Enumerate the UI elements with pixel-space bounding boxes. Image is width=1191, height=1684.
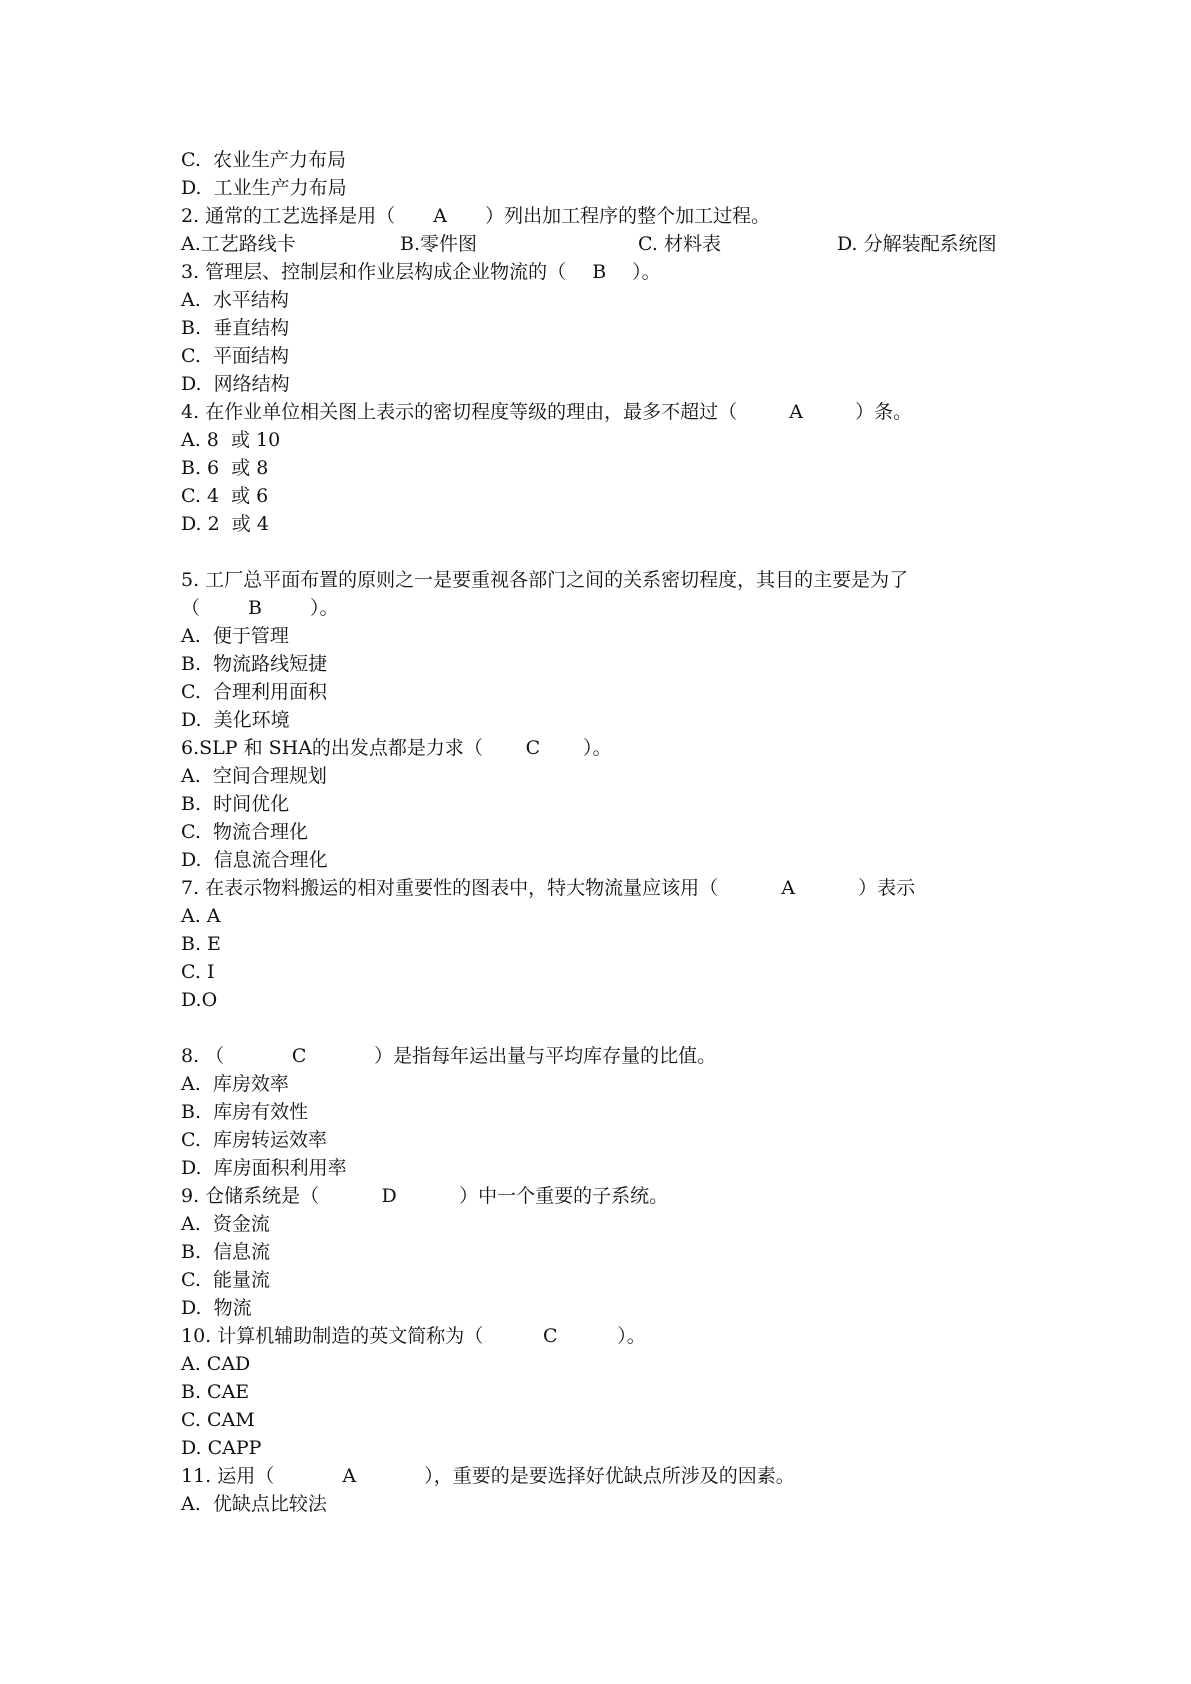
q7-option-d: D.O: [181, 989, 218, 1011]
q2-options-row: [181, 230, 1061, 258]
q9-option-d: D. 物流: [181, 1297, 252, 1319]
q9-stem: [181, 1182, 1061, 1210]
q4-prefix: 4. 在作业单位相关图上表示的密切程度等级的理由，最多不超过（: [181, 401, 738, 423]
q10-prefix: 10. 计算机辅助制造的英文简称为（: [181, 1325, 484, 1347]
spacer: [181, 1014, 1061, 1042]
q2-option-d: D. 分解装配系统图: [837, 233, 997, 255]
q8-option-b: B. 库房有效性: [181, 1101, 309, 1123]
q4-option-c: C. 4 或 6: [181, 485, 269, 507]
q3-prefix: 3. 管理层、控制层和作业层构成企业物流的（: [181, 261, 567, 283]
q3-stem: [181, 258, 1061, 286]
q11-answer: A: [342, 1465, 357, 1487]
q7-stem: [181, 874, 1061, 902]
q11-stem: [181, 1462, 1061, 1490]
q2-prefix: 2. 通常的工艺选择是用（: [181, 205, 396, 227]
q7-option-c: C. I: [181, 961, 215, 983]
q6-suffix: ）。: [582, 737, 612, 759]
q6-answer: C: [525, 737, 541, 759]
q7-answer: A: [781, 877, 796, 899]
question-list: [181, 146, 1061, 1518]
q9-prefix: 9. 仓储系统是（: [181, 1185, 320, 1207]
q6-prefix: 6.SLP 和 SHA的出发点都是力求（: [181, 737, 483, 759]
q7-suffix: ）表示: [858, 877, 916, 899]
q1-option-c: C. 农业生产力布局: [181, 149, 346, 171]
q5-option-a: A. 便于管理: [181, 625, 289, 647]
q4-option-a: A. 8 或 10: [181, 429, 281, 451]
q3-option-d: D. 网络结构: [181, 373, 290, 395]
q6-option-c: C. 物流合理化: [181, 821, 308, 843]
spacer: [181, 538, 1061, 566]
q5-suffix: ）。: [310, 597, 339, 619]
q8-stem: [181, 1042, 1061, 1070]
q7-option-a: A. A: [181, 905, 221, 927]
q10-suffix: ）。: [617, 1325, 646, 1347]
q6-option-b: B. 时间优化: [181, 793, 290, 815]
q2-option-b: B.零件图: [400, 233, 478, 255]
q3-option-b: B. 垂直结构: [181, 317, 290, 339]
q4-option-b: B. 6 或 8: [181, 457, 269, 479]
q6-option-d: D. 信息流合理化: [181, 849, 328, 871]
q2-suffix: ）列出加工程序的整个加工过程。: [485, 205, 771, 227]
q5-stem-line2: [181, 594, 1061, 622]
q11-option-a: A. 优缺点比较法: [181, 1493, 327, 1515]
q4-suffix: ）条。: [855, 401, 913, 423]
q3-answer: B: [592, 261, 607, 283]
q10-option-a: A. CAD: [181, 1353, 251, 1375]
q2-option-a: A.工艺路线卡: [181, 233, 296, 255]
q4-answer: A: [789, 401, 804, 423]
q5-option-c: C. 合理利用面积: [181, 681, 327, 703]
q10-stem: [181, 1322, 1061, 1350]
q5-option-d: D. 美化环境: [181, 709, 290, 731]
q10-answer: C: [542, 1325, 558, 1347]
q9-option-c: C. 能量流: [181, 1269, 270, 1291]
q7-prefix: 7. 在表示物料搬运的相对重要性的图表中，特大物流量应该用（: [181, 877, 719, 899]
q5-prefix: （: [181, 597, 201, 619]
q2-stem: [181, 202, 1061, 230]
q4-stem: [181, 398, 1061, 426]
q9-option-b: B. 信息流: [181, 1241, 271, 1263]
q5-option-b: B. 物流路线短捷: [181, 653, 328, 675]
q6-stem: [181, 734, 1061, 762]
q9-suffix: ）中一个重要的子系统。: [459, 1185, 669, 1207]
q5-answer: B: [248, 597, 262, 619]
q2-answer: A: [433, 205, 448, 227]
q11-suffix: ），重要的是要选择好优缺点所涉及的因素。: [424, 1465, 795, 1487]
q11-prefix: 11. 运用（: [181, 1465, 275, 1487]
q8-option-d: D. 库房面积利用率: [181, 1157, 347, 1179]
q1-option-d: D. 工业生产力布局: [181, 177, 347, 199]
q3-suffix: ）。: [632, 261, 661, 283]
q8-option-c: C. 库房转运效率: [181, 1129, 327, 1151]
q9-option-a: A. 资金流: [181, 1213, 270, 1235]
q9-answer: D: [381, 1185, 397, 1207]
q5-stem-line1: 5. 工厂总平面布置的原则之一是要重视各部门之间的关系密切程度，其目的主要是为了: [181, 569, 909, 591]
q10-option-c: C. CAM: [181, 1409, 255, 1431]
q10-option-d: D. CAPP: [181, 1437, 262, 1459]
q3-option-c: C. 平面结构: [181, 345, 289, 367]
q8-prefix: 8. （: [181, 1045, 225, 1067]
q10-option-b: B. CAE: [181, 1381, 250, 1403]
q8-answer: C: [291, 1045, 307, 1067]
q8-option-a: A. 库房效率: [181, 1073, 289, 1095]
q3-option-a: A. 水平结构: [181, 289, 289, 311]
q7-option-b: B. E: [181, 933, 221, 955]
q4-option-d: D. 2 或 4: [181, 513, 269, 535]
q8-suffix: ）是指每年运出量与平均库存量的比值。: [374, 1045, 717, 1067]
q6-option-a: A. 空间合理规划: [181, 765, 327, 787]
q2-option-c: C. 材料表: [638, 233, 721, 255]
